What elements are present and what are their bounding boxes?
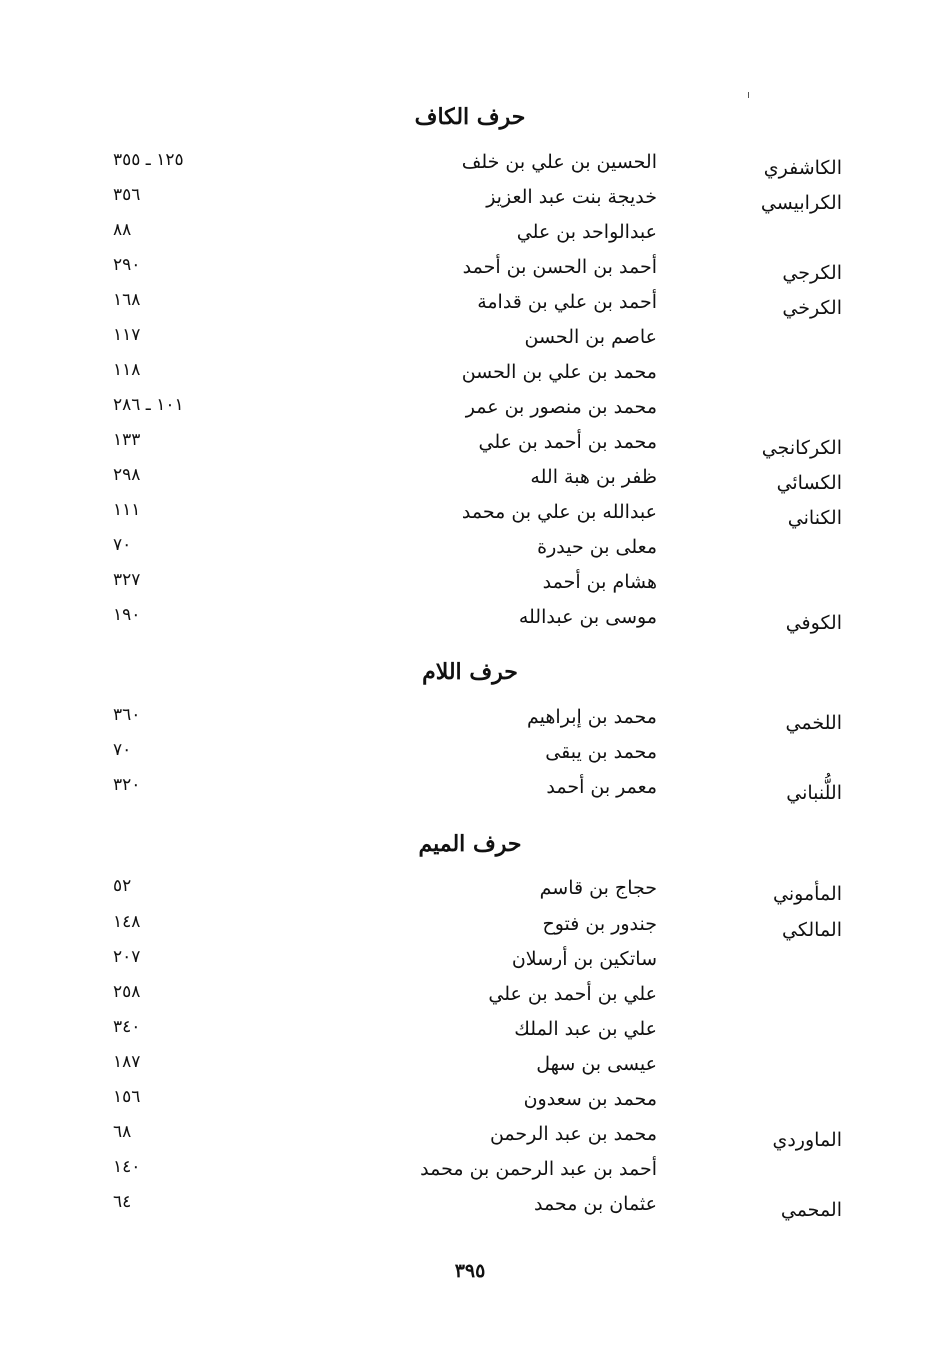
- entry-pages: ٢٥٨: [113, 982, 141, 1002]
- entry-pages: ١٢٥ ـ ٣٥٥: [113, 150, 184, 170]
- entry-name: محمد بن أحمد بن علي: [478, 431, 657, 453]
- index-entry: [0, 393, 940, 427]
- index-entry: [0, 1120, 940, 1154]
- entry-name: هشام بن أحمد: [542, 571, 657, 593]
- entry-pages: ٨٨: [113, 220, 132, 240]
- entry-pages: ١٤٨: [113, 912, 141, 932]
- entry-pages: ١٥٦: [113, 1087, 141, 1107]
- entry-name: أحمد بن عبد الرحمن بن محمد: [420, 1158, 657, 1180]
- entry-pages: ١٠١ ـ ٢٨٦: [113, 395, 184, 415]
- index-entry: [0, 980, 940, 1014]
- entry-pages: ١١١: [113, 500, 141, 520]
- index-entry: [0, 945, 940, 979]
- entry-name: الحسين بن علي بن خلف: [461, 151, 657, 173]
- entry-pages: ٦٤: [113, 1192, 132, 1212]
- entry-pages: ٧٠: [113, 740, 132, 760]
- entry-name: عيسى بن سهل: [536, 1053, 657, 1075]
- index-entry: [0, 183, 940, 217]
- entry-name: محمد بن علي بن الحسن: [461, 361, 657, 383]
- entry-name: أحمد بن الحسن بن أحمد: [462, 256, 657, 278]
- entry-pages: ٧٠: [113, 535, 132, 555]
- entry-name: علي بن عبد الملك: [514, 1018, 657, 1040]
- entry-pages: ١٦٨: [113, 290, 141, 310]
- index-entry: [0, 148, 940, 182]
- entry-nisba: الكسائي: [776, 472, 842, 494]
- index-entry: [0, 323, 940, 357]
- entry-nisba: المحمي: [780, 1199, 842, 1221]
- entry-pages: ١٩٠: [113, 605, 141, 625]
- entry-name: محمد بن يبقى: [545, 741, 657, 763]
- entry-pages: ٣٤٠: [113, 1017, 141, 1037]
- entry-pages: ٢٠٧: [113, 947, 141, 967]
- entry-name: محمد بن منصور بن عمر: [465, 396, 657, 418]
- section-title-lam: حرف اللام: [422, 659, 518, 685]
- entry-pages: ١١٨: [113, 360, 141, 380]
- margin-mark: [748, 92, 749, 98]
- index-entry: [0, 218, 940, 252]
- entry-name: ظفر بن هبة الله: [530, 466, 657, 488]
- index-entry: [0, 253, 940, 287]
- entry-name: جندور بن فتوح: [542, 913, 657, 935]
- section-title-kaf: حرف الكاف: [414, 104, 526, 130]
- index-entry: [0, 498, 940, 532]
- entry-pages: ١٨٧: [113, 1052, 141, 1072]
- index-entry: [0, 358, 940, 392]
- entry-name: علي بن أحمد بن علي: [488, 983, 657, 1005]
- entry-pages: ٥٢: [113, 876, 132, 896]
- index-entry: [0, 910, 940, 944]
- entry-name: خديجة بنت عبد العزيز: [486, 186, 657, 208]
- index-entry: [0, 1155, 940, 1189]
- section-title-mim: حرف الميم: [418, 831, 522, 857]
- entry-name: معمر بن أحمد: [546, 776, 657, 798]
- entry-name: عبدالواحد بن علي: [516, 221, 657, 243]
- entry-pages: ٣٥٦: [113, 185, 141, 205]
- index-entry: [0, 874, 940, 908]
- index-entry: [0, 738, 940, 772]
- index-entry: [0, 603, 940, 637]
- entry-name: عثمان بن محمد: [533, 1193, 657, 1215]
- entry-nisba: المأموني: [773, 883, 842, 905]
- entry-nisba: اللُّنباني: [786, 782, 842, 804]
- entry-pages: ٣٢٧: [113, 570, 141, 590]
- entry-nisba: الكرخي: [782, 297, 842, 319]
- entry-nisba: الكركانجي: [761, 437, 842, 459]
- entry-name: عبدالله بن علي بن محمد: [461, 501, 657, 523]
- entry-pages: ١١٧: [113, 325, 141, 345]
- entry-nisba: الماوردي: [772, 1129, 842, 1151]
- index-entry: [0, 568, 940, 602]
- entry-pages: ١٤٠: [113, 1157, 141, 1177]
- entry-nisba: الكرجي: [782, 262, 842, 284]
- entry-name: موسى بن عبدالله: [518, 606, 657, 628]
- entry-name: حجاج بن قاسم: [539, 877, 657, 899]
- entry-pages: ٢٩٨: [113, 465, 141, 485]
- entry-name: ساتكين بن أرسلان: [511, 948, 657, 970]
- entry-nisba: الكناني: [787, 507, 842, 529]
- entry-pages: ٢٩٠: [113, 255, 141, 275]
- page-number: ٣٩٥: [454, 1260, 486, 1282]
- index-entry: [0, 1190, 940, 1224]
- entry-nisba: اللخمي: [785, 712, 842, 734]
- index-entry: [0, 288, 940, 322]
- entry-pages: ١٣٣: [113, 430, 141, 450]
- entry-name: محمد بن إبراهيم: [527, 706, 657, 728]
- index-entry: [0, 533, 940, 567]
- entry-name: أحمد بن علي بن قدامة: [477, 291, 657, 313]
- entry-nisba: الكوفي: [785, 612, 842, 634]
- entry-name: عاصم بن الحسن: [524, 326, 657, 348]
- index-entry: [0, 1050, 940, 1084]
- index-entry: [0, 1015, 940, 1049]
- entry-pages: ٣٦٠: [113, 705, 141, 725]
- entry-nisba: الكاشفري: [763, 157, 842, 179]
- entry-name: محمد بن سعدون: [523, 1088, 657, 1110]
- entry-name: معلى بن حيدرة: [537, 536, 657, 558]
- index-entry: [0, 463, 940, 497]
- index-entry: [0, 428, 940, 462]
- entry-nisba: الكرابيسي: [760, 192, 842, 214]
- index-entry: [0, 703, 940, 737]
- entry-pages: ٦٨: [113, 1122, 132, 1142]
- entry-nisba: المالكي: [782, 919, 842, 941]
- index-entry: [0, 1085, 940, 1119]
- entry-name: محمد بن عبد الرحمن: [489, 1123, 657, 1145]
- index-entry: [0, 773, 940, 807]
- entry-pages: ٣٢٠: [113, 775, 141, 795]
